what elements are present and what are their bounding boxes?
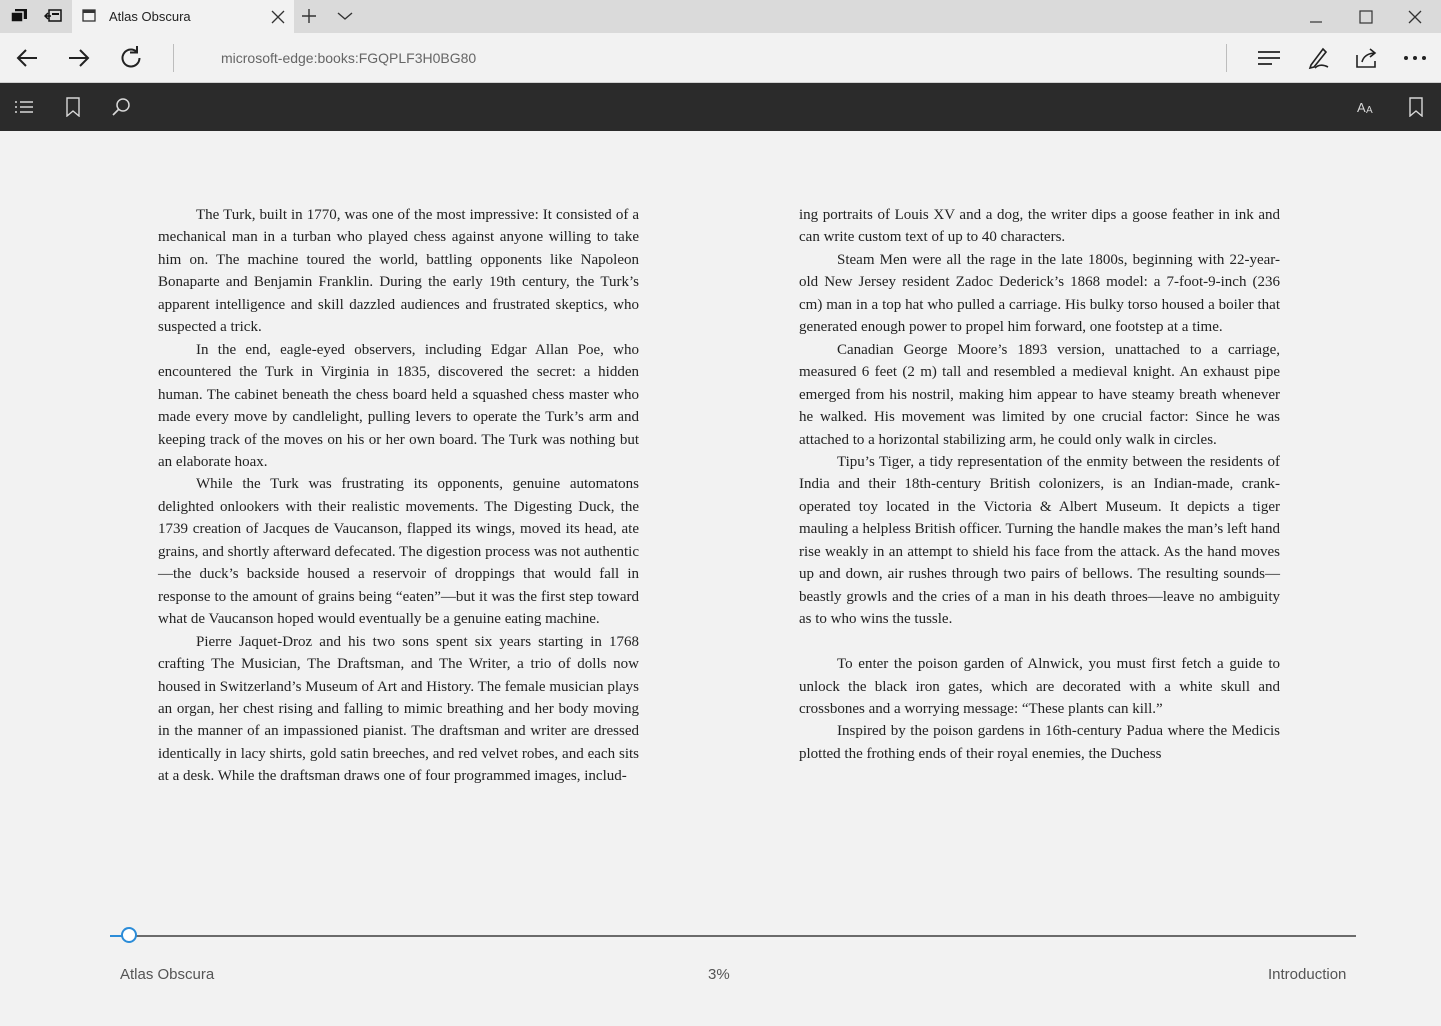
tab-aside-icon[interactable] [42,5,64,27]
text-options-icon[interactable] [1356,96,1378,118]
reader-toolbar [0,83,1441,131]
slider-track[interactable] [130,935,1356,937]
browser-tab[interactable] [72,0,294,33]
reading-progress-slider[interactable] [110,924,1356,948]
paragraph: In the end, eagle-eyed observers, including Edgar Allan Poe, who encountered the Turk in Virginia in 1835, discovered the secret: a hidden human. The cabinet beneath the chess board held a squashed chess master who made every move by candlelight, pulling levers to operate the Turk’s arm and keeping track of the moves on his or her own board. The Turk was nothing but an elaborate hoax. [158,341,639,470]
slider-thumb[interactable] [121,927,137,943]
table-of-contents-icon[interactable] [13,96,35,118]
paragraph: Tipu’s Tiger, a tidy representation of the enmity between the residents of India and their 18th-century British colonizers, is an Indian-made, crank-operated toy located in the Victoria & Albert Museum. It depicts a tiger mauling a helpless British officer. Turning the handle makes the man’s left hand rise weakly in an attempt to shield his face from the attack. As the hand moves up and down, air rushes through two pairs of bellows. The resulting sounds—beastly growls and the cries of a man in his death throes—leave no ambiguity as to who wins the tussle. [799,453,1280,628]
bookmarks-icon[interactable] [62,96,84,118]
pen-icon[interactable] [1304,44,1332,72]
chevron-down-icon[interactable] [334,5,356,27]
search-icon[interactable] [110,96,132,118]
toolbar-separator [173,44,174,72]
minimize-icon[interactable] [1292,0,1340,33]
footer-chapter: Introduction [1268,966,1347,983]
share-icon[interactable] [1353,44,1381,72]
plus-icon[interactable] [298,5,320,27]
paragraph: To enter the poison garden of Alnwick, you must first fetch a guide to unlock the black iron gates, which are decorated with a white skull and crossbones and a worrying message: “These plants can kill.” [799,656,1280,717]
tab-list-icon[interactable] [8,5,30,27]
close-icon[interactable] [267,6,289,28]
footer-book-title: Atlas Obscura [120,966,215,983]
bookmark-icon[interactable] [1405,96,1427,118]
tab-title: Atlas Obscura [109,9,191,24]
hub-icon[interactable] [1255,44,1283,72]
maximize-icon[interactable] [1342,0,1390,33]
paragraph: Pierre Jaquet-Droz and his two sons spent six years starting in 1768 crafting The Musician, The Draftsman, and The Writer, a trio of dolls now housed in Switzerland’s Museum of Art and History. The female musician plays an organ, her chest rising and falling to mimic breathing and her body moving in the manner of an impassioned pianist. The draftsman and writer are dressed identically in lacy shirts, gold satin breeches, and red velvet robes, and each sits at a desk. While the draftsman draws one of four programmed images, includ- [158,633,639,785]
title-bar [0,0,1441,33]
footer-progress-percent: 3% [708,966,730,983]
url-field[interactable]: microsoft-edge:books:FGQPLF3H0BG80 [221,50,477,66]
forward-arrow-icon[interactable] [65,44,93,72]
paragraph: While the Turk was frustrating its opponents, genuine automatons delighted onlookers with their realistic movements. The Digesting Duck, the 1739 creation of Jacques de Vaucanson, flapped its wings, moved its head, ate grains, and shortly afterward defecated. The digestion process was not authentic—the duck’s backside housed a reservoir of droppings that would fall in response to the amount of grains being “eaten”—but it was the first step toward what de Vaucanson hoped would eventually be a genuine eating machine. [158,476,639,628]
address-bar [0,33,1441,83]
more-icon[interactable] [1401,44,1429,72]
paragraph: ing portraits of Louis XV and a dog, the writer dips a goose feather in ink and can write custom text of up to 40 characters. [799,207,1280,246]
svg-text:A: A [1357,100,1366,115]
close-icon[interactable] [1391,0,1439,33]
paragraph: The Turk, built in 1770, was one of the most impressive: It consisted of a mechanical man in a turban who played chess against anyone willing to take him on. The machine toured the world, battling opponents like Napoleon Bonaparte and Benjamin Franklin. During the early 19th century, the Turk’s apparent intelligence and skill dazzled audiences and frustrated skeptics, who suspected a trick. [158,207,639,336]
paragraph: Steam Men were all the rage in the late 1800s, beginning with 22-year-old New Jersey resident Zadoc Dederick’s 1868 model: a 7-foot-9-inch (236 cm) man in a top hat who pulled a carriage. His bulky torso housed a boiler that generated enough power to propel him forward, one footstep at a time. [799,251,1280,336]
toolbar-separator [1226,44,1227,72]
right-page [799,204,1280,765]
paragraph: Canadian George Moore’s 1893 version, unattached to a carriage, measured 6 feet (2 m) tall and resembled a medieval knight. An exhaust pipe emerged from his nostril, making him appear to have steamy breath whenever he walked. His movement was limited by one crucial factor: Since he was attached to a horizontal stabilizing arm, he could only walk in circles. [799,341,1280,448]
paragraph: Inspired by the poison gardens in 16th-century Padua where the Medicis plotted the frothing ends of their royal enemies, the Duchess [799,723,1280,762]
refresh-icon[interactable] [117,44,145,72]
left-page [158,204,639,788]
svg-text:A: A [1366,105,1373,115]
back-arrow-icon[interactable] [13,44,41,72]
tab-favicon-icon [82,9,96,28]
